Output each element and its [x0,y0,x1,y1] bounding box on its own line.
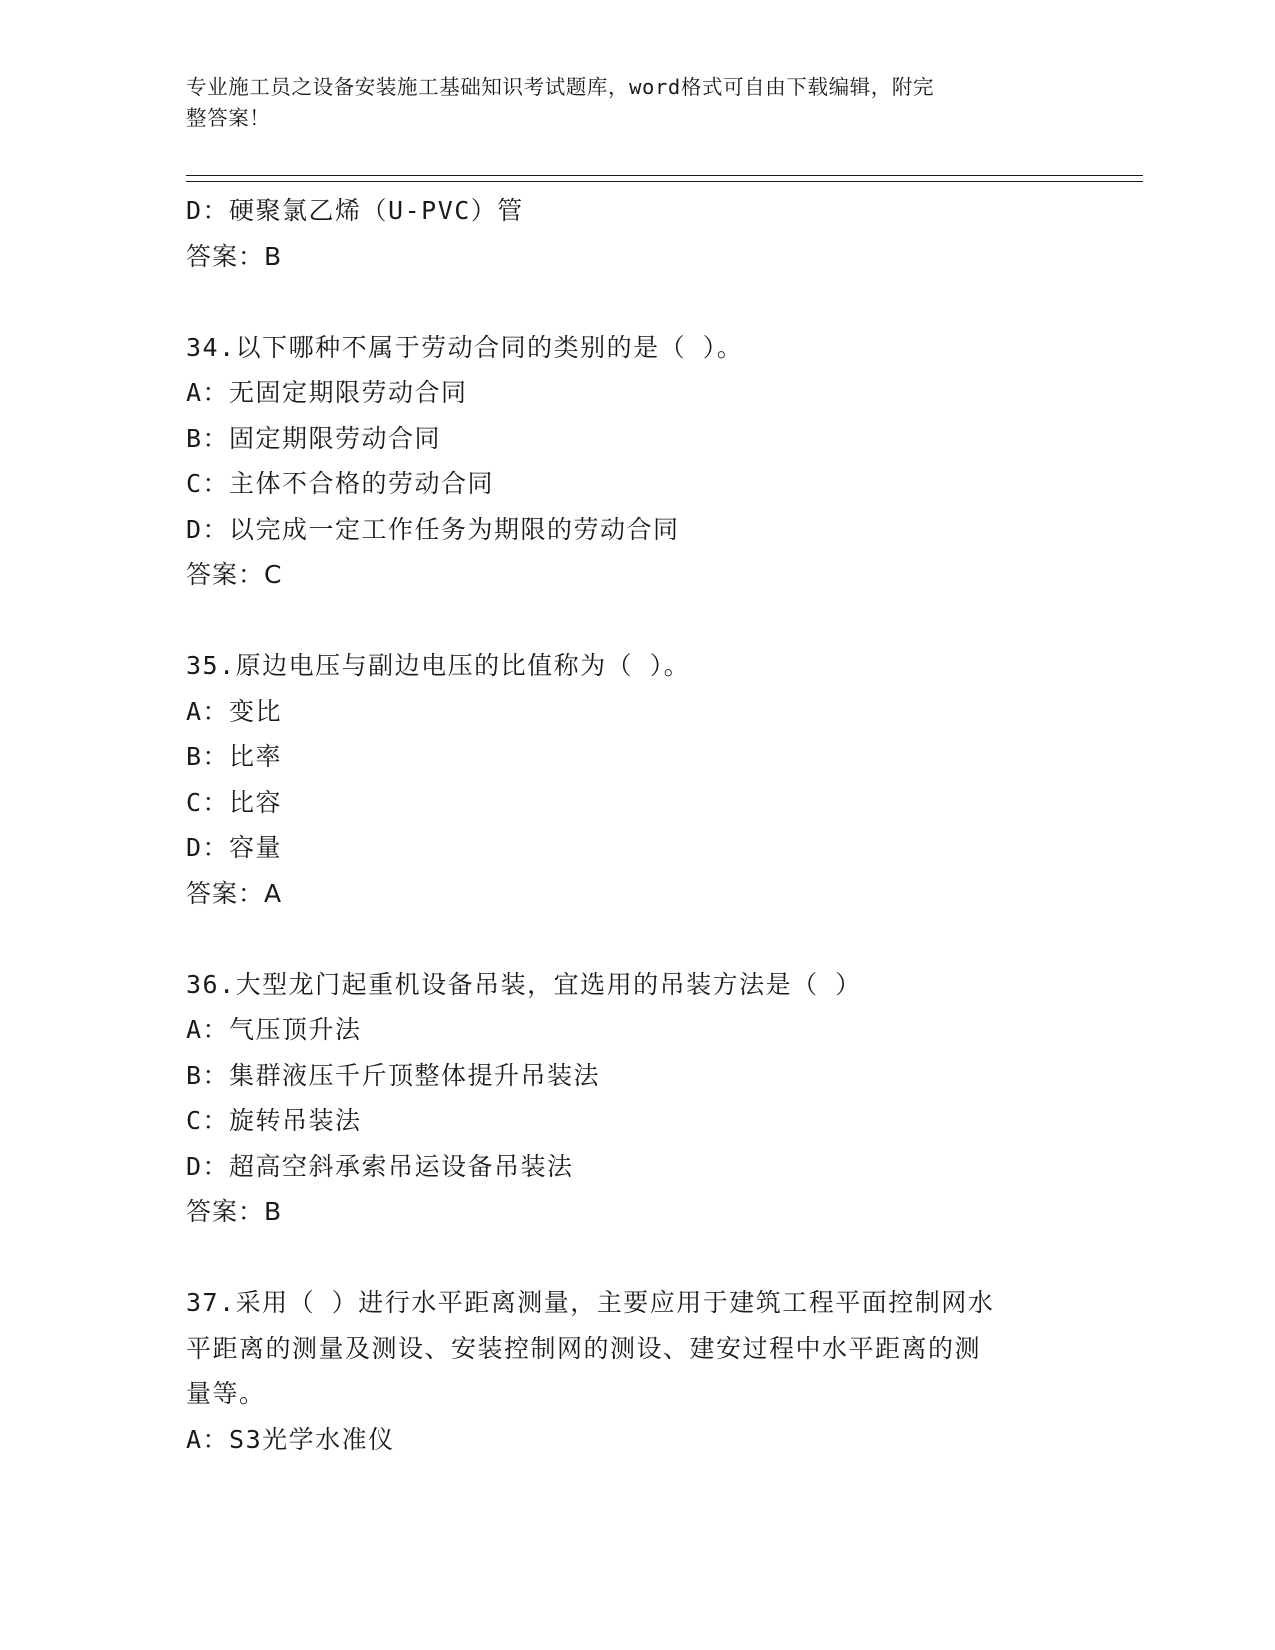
option-c: C：比容 [186,787,283,817]
option-b: B：集群液压千斤顶整体提升吊装法 [186,1060,601,1090]
question-stem: 35.原边电压与副边电压的比值称为（ ）。 [186,651,691,680]
answer: 答案：A [186,878,283,908]
question-34 [186,325,1066,598]
header-divider-top [186,175,1143,176]
question-list [186,188,1066,1462]
answer: 答案：B [186,241,283,271]
question-37 [186,1280,1066,1462]
option-a: A：气压顶升法 [186,1015,362,1044]
question-stem-line: 37.采用（ ）进行水平距离测量，主要应用于建筑工程平面控制网水 [186,1288,995,1317]
question-stem [186,1280,1066,1417]
header-divider-bottom [186,181,1143,182]
option-b: B：固定期限劳动合同 [186,423,442,453]
answer: 答案：B [186,1197,283,1226]
header-line-2: 整答案！ [186,106,271,130]
option-a: A：无固定期限劳动合同 [186,378,468,407]
option-d: D：容量 [186,833,283,862]
option-d: D：以完成一定工作任务为期限的劳动合同 [186,514,680,544]
document-header [186,72,1066,134]
option-a: A：变比 [186,696,283,726]
question-35 [186,643,1066,916]
question-33-tail [186,188,1066,279]
question-stem: 34.以下哪种不属于劳动合同的类别的是（ ）。 [186,332,744,362]
question-stem-line: 量等。 [186,1379,266,1408]
option-b: B：比率 [186,742,283,771]
question-36 [186,962,1066,1235]
answer: 答案：C [186,560,283,589]
option-d: D：硬聚氯乙烯（U-PVC）管 [186,196,524,225]
question-stem: 36.大型龙门起重机设备吊装，宜选用的吊装方法是（ ） [186,969,862,999]
option-a: A：S3光学水准仪 [186,1424,395,1454]
header-line-1: 专业施工员之设备安装施工基础知识考试题库，word格式可自由下载编辑，附完 [186,75,935,99]
option-c: C：旋转吊装法 [186,1106,362,1135]
option-c: C：主体不合格的劳动合同 [186,469,495,498]
question-stem-line: 平距离的测量及测设、安装控制网的测设、建安过程中水平距离的测 [186,1333,982,1363]
option-d: D：超高空斜承索吊运设备吊装法 [186,1151,574,1181]
